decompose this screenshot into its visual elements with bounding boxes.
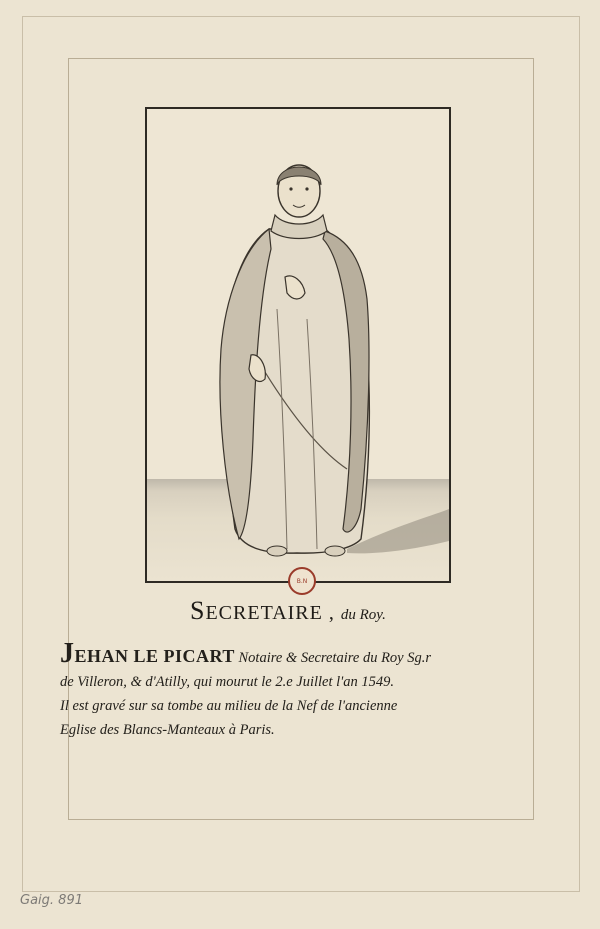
person-name: JEHAN LE PICART xyxy=(60,638,235,669)
caption-line-4: Eglise des Blancs-Manteaux à Paris. xyxy=(60,722,275,738)
title-initial: S xyxy=(190,596,206,625)
caption-line xyxy=(60,638,550,670)
caption-line-2: de Villeron, & d'Atilly, qui mourut le 2.e Juillet l'an 1549. xyxy=(60,674,395,690)
caption-line-3: Il est gravé sur sa tombe au milieu de la Nef de l'ancienne xyxy=(60,698,398,714)
illustration-frame xyxy=(145,107,451,583)
figure-drawing xyxy=(147,109,449,581)
foot xyxy=(267,546,287,556)
collar xyxy=(271,215,327,239)
caption-line-1: Notaire & Secretaire du Roy Sg.r xyxy=(238,650,432,666)
catalog-mark: Gaig. 891 xyxy=(20,893,83,908)
foot xyxy=(325,546,345,556)
library-stamp: B.N xyxy=(288,567,316,595)
title-subtitle: du Roy. xyxy=(340,607,386,623)
title-rest: ECRETAIRE , xyxy=(205,602,335,624)
caption-text xyxy=(60,638,550,742)
plate-title xyxy=(190,596,490,626)
